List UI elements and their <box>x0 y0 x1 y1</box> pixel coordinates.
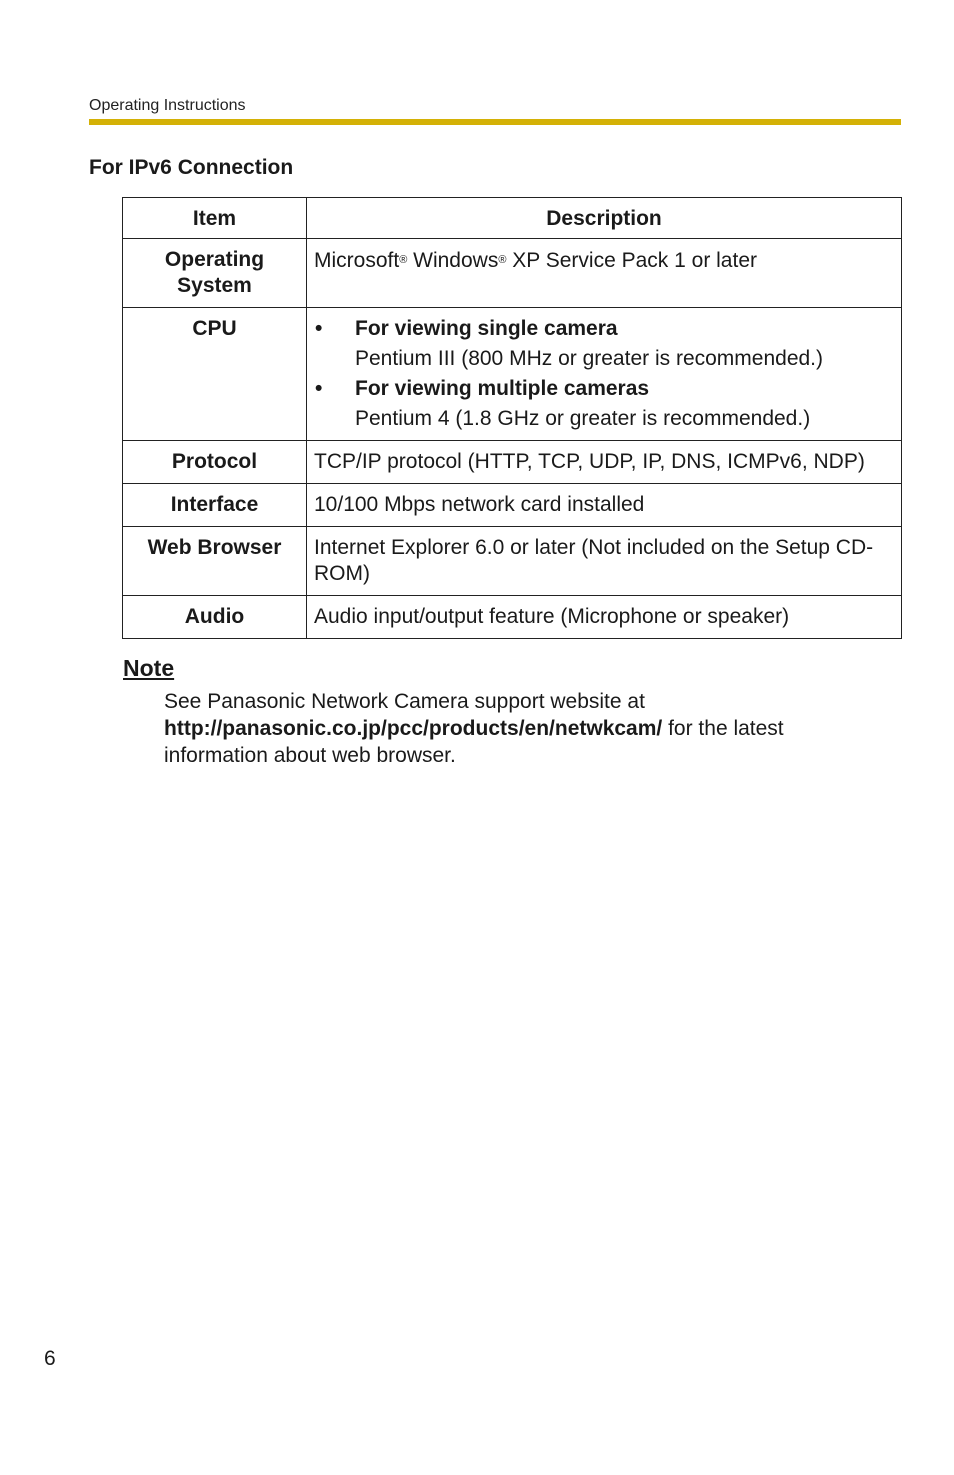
table-row <box>123 239 902 308</box>
bullet-marker: • <box>315 377 323 400</box>
registered-mark: ® <box>399 254 408 266</box>
cpu-bullet-list <box>314 316 891 432</box>
row-desc-web-browser: Internet Explorer 6.0 or later (Not included on the Setup CD-ROM) <box>307 527 902 596</box>
bullet-marker: • <box>315 317 323 340</box>
row-desc-operating-system <box>307 239 902 308</box>
column-header-description: Description <box>307 198 902 239</box>
note-title: Note <box>123 655 175 681</box>
row-desc-interface: 10/100 Mbps network card installed <box>307 484 902 527</box>
row-desc-protocol: TCP/IP protocol (HTTP, TCP, UDP, IP, DNS, ICMPv6, NDP) <box>307 441 902 484</box>
table-row <box>123 527 902 596</box>
row-item-audio: Audio <box>123 596 307 639</box>
cpu-bullet-detail: Pentium 4 (1.8 GHz or greater is recommended.) <box>355 407 811 430</box>
table-row <box>123 441 902 484</box>
table-header-row <box>123 198 902 239</box>
header-rule <box>89 119 901 125</box>
note-body <box>164 688 864 769</box>
row-desc-audio: Audio input/output feature (Microphone or speaker) <box>307 596 902 639</box>
os-text-microsoft: Microsoft <box>314 249 400 272</box>
row-item-interface: Interface <box>123 484 307 527</box>
support-url-link[interactable]: http://panasonic.co.jp/pcc/products/en/netwkcam/ <box>164 717 663 740</box>
section-title: For IPv6 Connection <box>89 156 294 179</box>
row-item-cpu: CPU <box>123 308 307 441</box>
running-header: Operating Instructions <box>89 97 246 114</box>
table-row <box>123 596 902 639</box>
note-text-before: See Panasonic Network Camera support website at <box>164 690 645 713</box>
table-row <box>123 308 902 441</box>
column-header-item: Item <box>123 198 307 239</box>
registered-mark: ® <box>498 254 507 266</box>
list-item <box>314 376 891 432</box>
os-text-version: XP Service Pack 1 or later <box>506 249 757 272</box>
note-text-after: for the latest information about web browser. <box>164 717 784 767</box>
page-number: 6 <box>44 1347 56 1370</box>
cpu-bullet-heading: For viewing multiple cameras <box>355 377 650 400</box>
row-desc-cpu <box>307 308 902 441</box>
list-item <box>314 316 891 372</box>
table-row <box>123 484 902 527</box>
requirements-table <box>122 197 902 639</box>
cpu-bullet-heading: For viewing single camera <box>355 317 618 340</box>
cpu-bullet-detail: Pentium III (800 MHz or greater is recommended.) <box>355 347 824 370</box>
row-item-operating-system: Operating System <box>123 239 307 308</box>
os-text-windows: Windows <box>407 249 499 272</box>
row-item-protocol: Protocol <box>123 441 307 484</box>
row-item-web-browser: Web Browser <box>123 527 307 596</box>
